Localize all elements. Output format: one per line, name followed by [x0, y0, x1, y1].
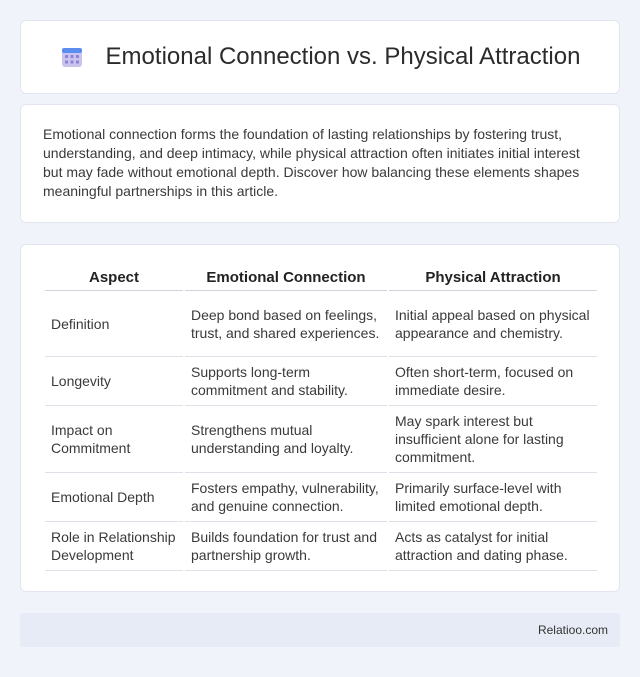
table-row	[45, 522, 597, 571]
intro-text: Emotional connection forms the foundation of lasting relationships by fostering trust, understanding, and deep intimacy, while physical attraction often initiates initial interest but may fade without emotional depth. Discover how balancing these elements shapes meaningful partnerships in this article.	[43, 126, 580, 199]
aspect-cell: Impact on Commitment	[45, 406, 183, 473]
table-header-row	[45, 263, 597, 291]
column-header-physical: Physical Attraction	[389, 263, 597, 291]
table-row	[45, 473, 597, 522]
intro-card	[20, 104, 620, 223]
emotional-cell: Deep bond based on feelings, trust, and shared experiences.	[185, 291, 387, 357]
table-row	[45, 291, 597, 357]
aspect-cell: Emotional Depth	[45, 473, 183, 522]
footer	[20, 613, 620, 647]
aspect-cell: Definition	[45, 291, 183, 357]
physical-cell: Primarily surface-level with limited emotional depth.	[389, 473, 597, 522]
emotional-cell: Supports long-term commitment and stability.	[185, 357, 387, 406]
physical-cell: Acts as catalyst for initial attraction and dating phase.	[389, 522, 597, 571]
calendar-icon	[60, 45, 84, 69]
footer-brand: Relatioo.com	[537, 623, 608, 637]
aspect-cell: Longevity	[45, 357, 183, 406]
physical-cell: Often short-term, focused on immediate desire.	[389, 357, 597, 406]
table-row	[45, 406, 597, 473]
physical-cell: May spark interest but insufficient alone for lasting commitment.	[389, 406, 597, 473]
page-title: Emotional Connection vs. Physical Attraction	[105, 43, 581, 70]
table-row	[45, 357, 597, 406]
aspect-cell: Role in Relationship Development	[45, 522, 183, 571]
column-header-emotional: Emotional Connection	[185, 263, 387, 291]
emotional-cell: Builds foundation for trust and partnership growth.	[185, 522, 387, 571]
comparison-card	[20, 244, 620, 592]
column-header-aspect: Aspect	[45, 263, 183, 291]
emotional-cell: Strengthens mutual understanding and loyalty.	[185, 406, 387, 473]
emotional-cell: Fosters empathy, vulnerability, and genuine connection.	[185, 473, 387, 522]
title-card	[20, 20, 620, 94]
physical-cell: Initial appeal based on physical appearance and chemistry.	[389, 291, 597, 357]
comparison-table	[43, 263, 599, 571]
